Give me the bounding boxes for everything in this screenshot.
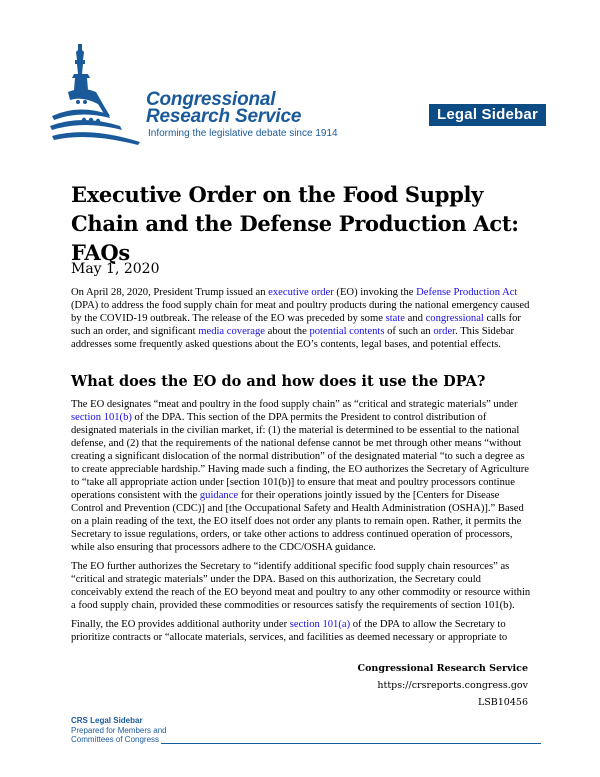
paragraph-1 xyxy=(71,398,533,554)
publication-date: May 1, 2020 xyxy=(71,261,160,277)
legal-sidebar-badge: Legal Sidebar xyxy=(429,104,546,126)
report-id: LSB10456 xyxy=(477,697,528,708)
hyperlink[interactable]: executive order xyxy=(268,287,334,298)
footer-prepared-line1: Prepared for Members and xyxy=(71,725,167,735)
body-text: Finally, the EO provides additional authority under xyxy=(71,619,290,630)
footer-product-title: CRS Legal Sidebar xyxy=(71,716,143,725)
logo-tagline: Informing the legislative debate since 1914 xyxy=(148,128,338,139)
body-text: for their operations jointly issued by the [Centers for Disease Control and Prevention (CDC)] and [the Occupational Safety and Health Administration (OSHA)].” Based on a plain reading of the text, the EO itself does not order any plants to remain open. Rather, it permits the Secretary to issue regulations, orders, or take other actions to address continued operation of processors, while also ensuring that processors adhere to the CDC/OSHA guidance. xyxy=(71,490,524,553)
body-text: of such an xyxy=(384,326,434,337)
body-text: (DPA) to address the food supply chain for meat and poultry products during the national emergency caused by the COVID-19 outbreak. The release of the EO was preceded by some xyxy=(71,300,530,324)
footer-prepared-line2: Committees of Congress xyxy=(71,735,160,744)
hyperlink[interactable]: section 101(b) xyxy=(71,412,132,423)
section-body xyxy=(71,398,533,650)
logo-wordmark xyxy=(146,91,301,125)
logo-name-line1: Congressional xyxy=(146,89,276,110)
body-text: (EO) invoking the xyxy=(333,287,417,298)
body-text: about the xyxy=(265,326,310,337)
hyperlink[interactable]: section 101(a) xyxy=(289,619,351,630)
logo-name-line2: Research Service xyxy=(146,106,302,127)
body-text: . This Sidebar addresses some frequently asked questions about the EO’s contents, legal bases, and potential effects. xyxy=(71,326,515,350)
hyperlink[interactable]: Defense Production Act xyxy=(416,287,518,298)
capitol-dome-icon xyxy=(48,42,148,147)
body-text: of the DPA to allow the Secretary to prioritize contracts or “allocate materials, services, and facilities as deemed necessary or appropriate to xyxy=(71,619,508,643)
footer-divider xyxy=(161,743,541,744)
paragraph-3 xyxy=(71,618,533,644)
footer-citation xyxy=(358,660,528,711)
body-text: and xyxy=(405,313,426,324)
hyperlink[interactable]: order xyxy=(433,326,456,337)
hyperlink[interactable]: guidance xyxy=(199,490,239,501)
hyperlink[interactable]: congressional xyxy=(425,313,484,324)
footer-url[interactable]: https://crsreports.congress.gov xyxy=(377,680,528,691)
crs-logo xyxy=(48,42,338,147)
body-text: of the DPA. This section of the DPA permits the President to control distribution of designated materials in the civilian market, if: (1) the material is determined to be essential to the national defense, and (2) that the requirements of the national defense cannot be met through other means “without creating a significant dislocation of the normal distribution” of the designated material “to such a degree as to create appreciable hardship.” Having made such a finding, the EO authorizes the Secretary of Agriculture to “take all appropriate action under [section 101(b)] to ensure that meat and poultry processors continue operations consistent with the xyxy=(71,412,529,501)
body-text: The EO further authorizes the Secretary to “identify additional specific food supply chain resources” as “critical and strategic materials” under the DPA. Based on this authorization, the Secretary could conceivably extend the reach of the EO beyond meat and poultry to any other commodity or resource within a food supply chain, provided these commodities or resources satisfy the requirements of section 101(b). xyxy=(71,561,531,611)
body-text: The EO designates “meat and poultry in the food supply chain” as “critical and strategic materials” under xyxy=(71,399,518,410)
intro-paragraph xyxy=(71,286,533,357)
hyperlink[interactable]: potential contents xyxy=(309,326,385,337)
section-heading: What does the EO do and how does it use the DPA? xyxy=(71,373,486,390)
hyperlink[interactable]: media coverage xyxy=(198,326,266,337)
document-title: Executive Order on the Food Supply Chain and the Defense Production Act: FAQs xyxy=(71,182,519,265)
hyperlink[interactable]: state xyxy=(385,313,405,324)
body-text: calls for such an order, and significant xyxy=(71,313,521,337)
footer-org: Congressional Research Service xyxy=(357,663,528,674)
body-text: On April 28, 2020, President Trump issued an xyxy=(71,287,269,298)
footer-product-label xyxy=(71,716,167,745)
paragraph-2 xyxy=(71,560,533,612)
